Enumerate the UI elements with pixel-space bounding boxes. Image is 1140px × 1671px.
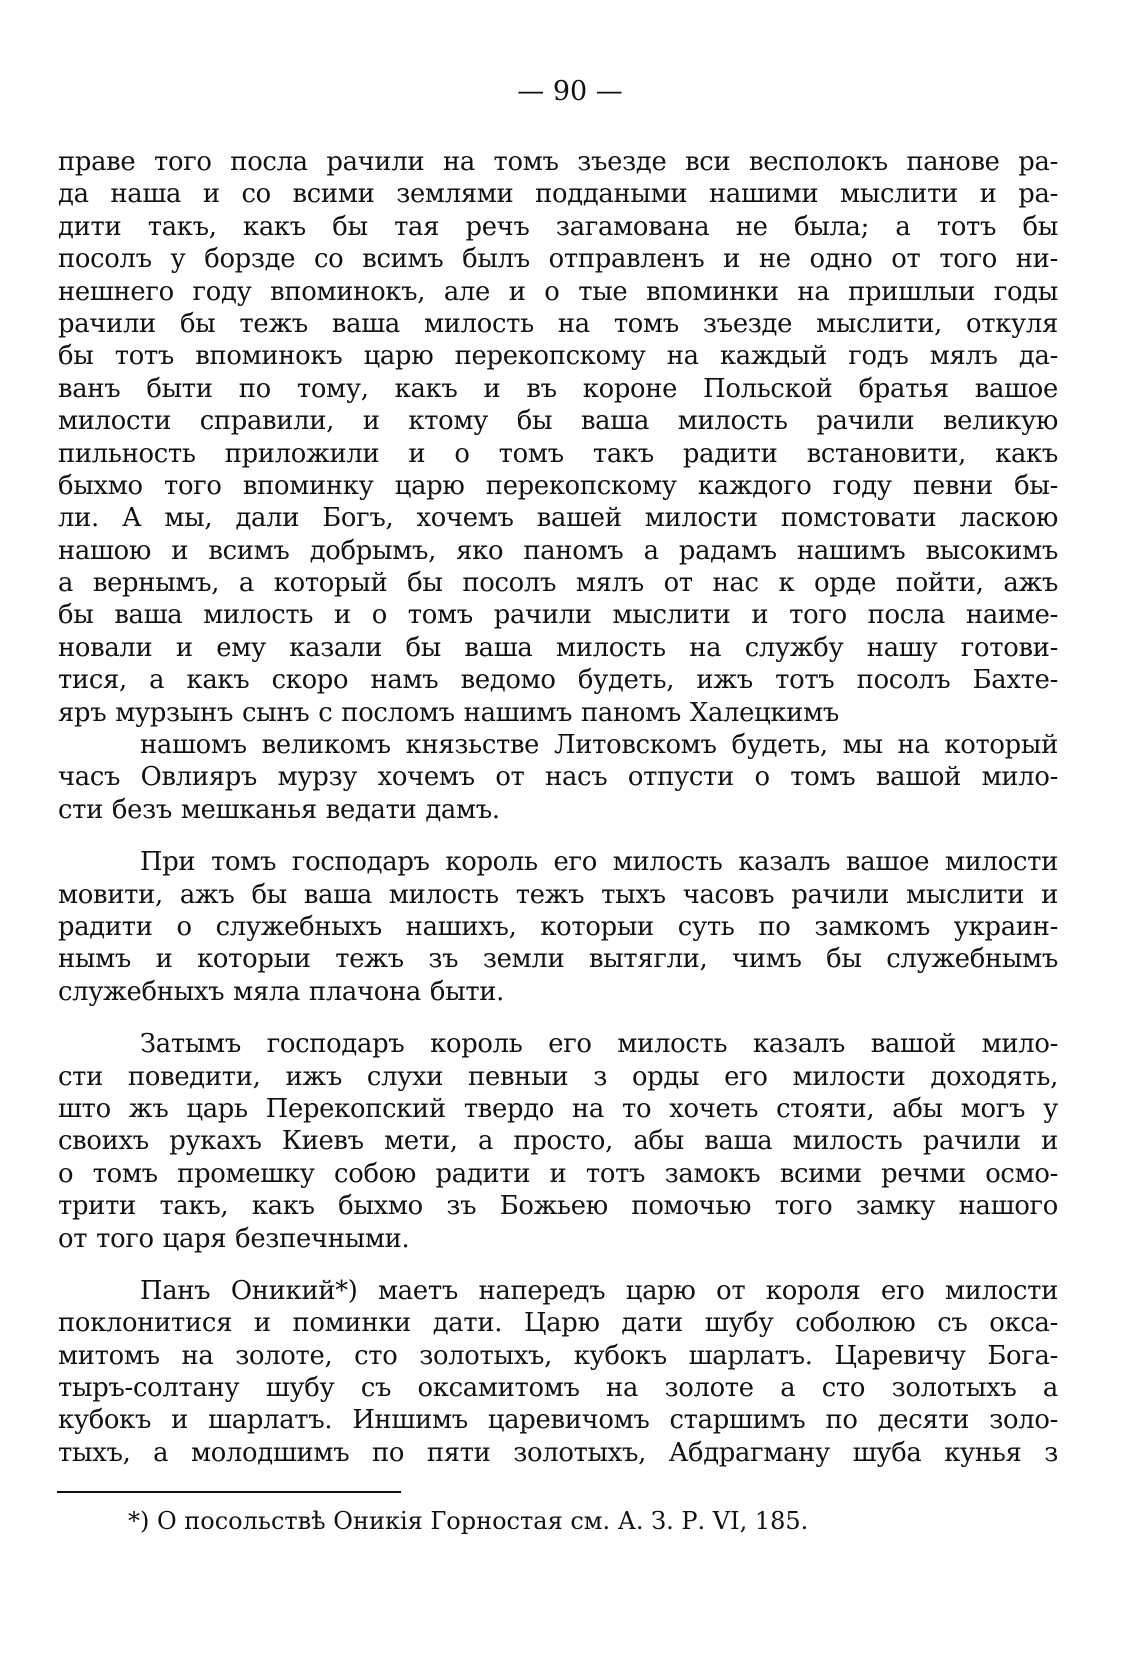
text-line: быхмо того впоминку царю перекопскому каждого году певни бы- xyxy=(58,470,1058,501)
text-line: што жъ царь Перекопский твердо на то хочеть стояти, абы могъ у xyxy=(58,1093,1058,1124)
paragraph-2 xyxy=(58,846,1058,1008)
text-line: своихъ рукахъ Киевъ мети, а просто, абы ваша милость рачили и xyxy=(58,1126,1058,1157)
text-line: новали и ему казали бы ваша милость на службу нашу готови- xyxy=(58,632,1058,663)
paragraph-1 xyxy=(58,146,1058,826)
footnote: *) О посольствѣ Оникія Горностая см. А. З. Р. VI, 185. xyxy=(128,1507,809,1535)
text-line: сти безъ мешканья ведати дамъ. xyxy=(58,794,500,825)
text-line: посолъ у борзде со всимъ былъ отправленъ и не одно от того ни- xyxy=(58,244,1058,275)
page-number: — 90 — xyxy=(517,76,623,107)
text-line: митомъ на золоте, сто золотыхъ, кубокъ шарлатъ. Царевичу Бога- xyxy=(58,1340,1058,1371)
text-line: о томъ промешку собою радити и тотъ замокъ всими речми осмо- xyxy=(58,1158,1058,1189)
paragraph-gap xyxy=(58,1255,1058,1275)
text-line: ли. А мы, дали Богъ, хочемъ вашей милости помстовати ласкою xyxy=(58,503,1058,534)
text-line: тыхъ, а молодшимъ по пяти золотыхъ, Абдрагману шуба кунья з xyxy=(58,1437,1058,1468)
text-line: праве того посла рачили на томъ зъезде вси весполокъ панове ра- xyxy=(58,147,1058,177)
text-line: нымъ и которыи тежъ зъ земли вытягли, чимъ бы служебнымъ xyxy=(58,944,1058,975)
text-line: тыръ-солтану шубу съ оксамитомъ на золоте а сто золотыхъ а xyxy=(58,1373,1058,1404)
text-line: рачили бы тежъ ваша милость на томъ зъезде мыслити, откуля xyxy=(58,308,1058,339)
paragraph-4 xyxy=(58,1275,1058,1469)
text-line: нашомъ великомъ князьстве Литовскомъ будеть, мы на который xyxy=(140,730,1058,761)
text-line: служебныхъ мяла плачона быти. xyxy=(58,976,505,1007)
text-line: а вернымъ, а который бы посолъ мялъ от нас к орде пойти, ажъ xyxy=(58,568,1058,599)
text-line: бы ваша милость и о томъ рачили мыслити и того посла наиме- xyxy=(58,600,1058,631)
text-line: да наша и со всими землями поддаными нашими мыслити и ра- xyxy=(58,179,1058,210)
text-line: яръ мурзынъ сынъ с посломъ нашимъ паномъ Халецкимъ xyxy=(58,697,839,728)
text-line: Затымъ господаръ король его милость казалъ вашой мило- xyxy=(140,1029,1058,1060)
text-line: При томъ господаръ король его милость казалъ вашое милости xyxy=(140,847,1058,878)
body-text xyxy=(58,146,1058,1469)
text-line: кубокъ и шарлатъ. Иншимъ царевичомъ старшимъ по десяти золо- xyxy=(58,1405,1058,1436)
text-line: трити такъ, какъ быхмо зъ Божьею помочью того замку нашого xyxy=(58,1191,1058,1222)
text-line: тися, а какъ скоро намъ ведомо будеть, ижъ тотъ посолъ Бахте- xyxy=(58,665,1058,696)
text-line: дити такъ, какъ бы тая речъ загамована не была; а тотъ бы xyxy=(58,211,1058,242)
text-line: нешнего году впоминокъ, але и о тые впоминки на пришлыи годы xyxy=(58,276,1058,307)
text-line: ванъ быти по тому, какъ и въ короне Польской братья вашое xyxy=(58,373,1058,404)
footnote-divider xyxy=(57,1491,401,1493)
text-line: милости справили, и ктому бы ваша милость рачили великую xyxy=(58,406,1058,437)
text-line: бы тотъ впоминокъ царю перекопскому на каждый годъ мялъ да- xyxy=(58,341,1058,372)
paragraph-gap xyxy=(58,826,1058,846)
text-line: пильность приложили и о томъ такъ радити встановити, какъ xyxy=(58,438,1058,469)
text-line: часъ Овлияръ мурзу хочемъ от насъ отпусти о томъ вашой мило- xyxy=(58,762,1058,793)
text-line: радити о служебныхъ нашихъ, которыи суть по замкомъ украин- xyxy=(58,911,1058,942)
text-line: от того царя безпечными. xyxy=(58,1223,410,1254)
text-line: нашою и всимъ добрымъ, яко паномъ а радамъ нашимъ высокимъ xyxy=(58,535,1058,566)
text-line: Панъ Оникий*) маетъ напередъ царю от короля его милости xyxy=(140,1275,1058,1306)
paragraph-gap xyxy=(58,1008,1058,1028)
paragraph-3 xyxy=(58,1028,1058,1255)
text-line: поклонитися и поминки дати. Царю дати шубу соболюю съ окса- xyxy=(58,1308,1058,1339)
text-line: мовити, ажъ бы ваша милость тежъ тыхъ часовъ рачили мыслити и xyxy=(58,879,1058,910)
text-line: сти поведити, ижъ слухи певныи з орды его милости доходять, xyxy=(58,1061,1058,1092)
